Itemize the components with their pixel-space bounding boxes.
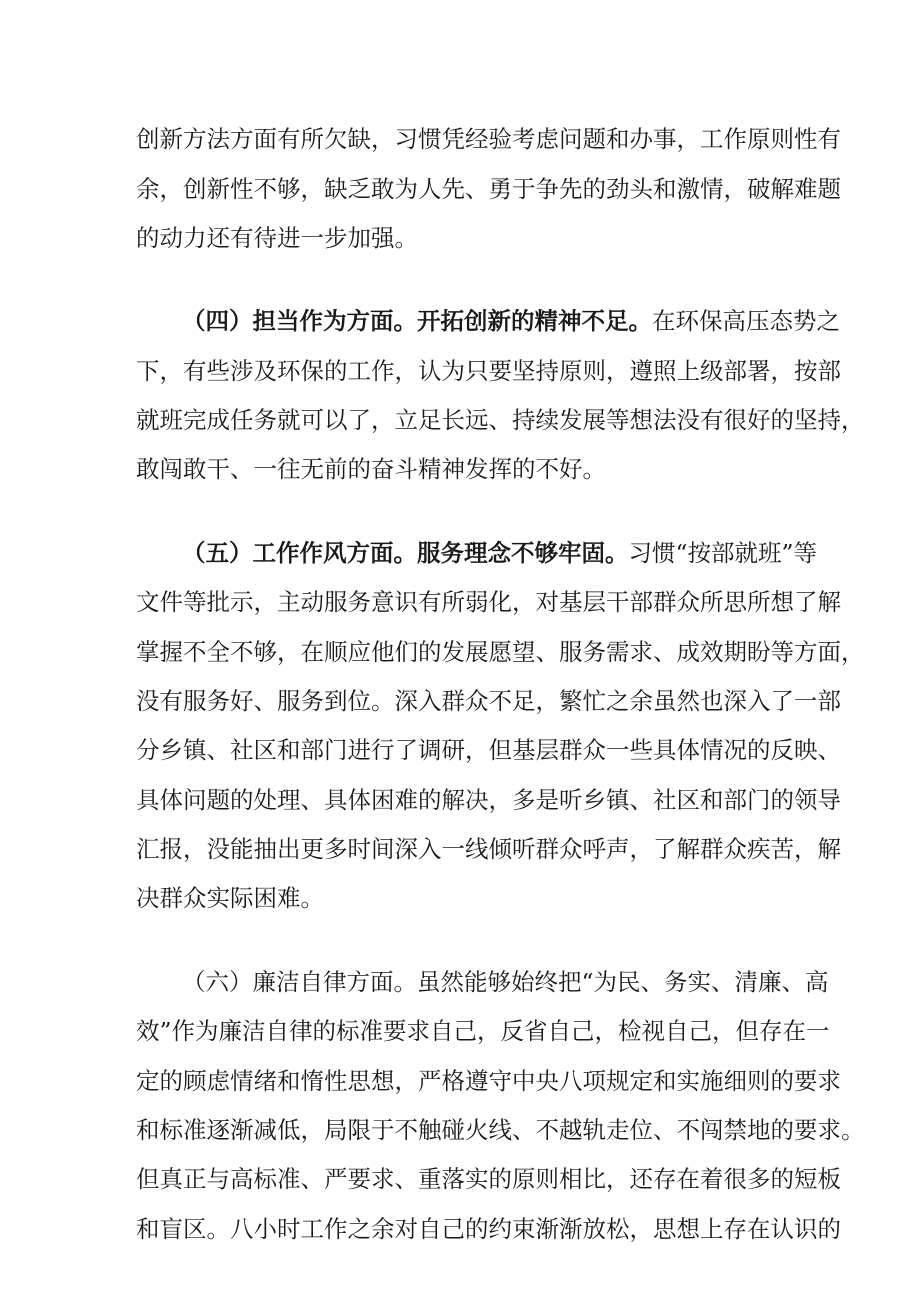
body-text-line: 效”作为廉洁自律的标准要求自己，反省自己，检视自己，但存在一	[136, 1017, 830, 1045]
section-4-heading: （四）担当作为方面。开拓创新的精神不足。	[182, 307, 652, 335]
section-4-first-line	[182, 307, 840, 335]
body-text-line: 余，创新性不够，缺乏敢为人先、勇于争先的劲头和激情，破解难题	[136, 175, 841, 203]
section-5-text: 习惯“按部就班”等	[628, 539, 818, 567]
body-text-line: 和标准逐渐减低，局限于不触碰火线、不越轨走位、不闯禁地的要求。	[136, 1116, 865, 1144]
section-5-first-line	[182, 539, 818, 567]
body-text-line: 下，有些涉及环保的工作，认为只要坚持原则，遵照上级部署，按部	[136, 357, 841, 385]
body-text-line: 文件等批示，主动服务意识有所弱化，对基层干部群众所思所想了解	[136, 588, 841, 616]
section-6-first-line: （六）廉洁自律方面。虽然能够始终把“为民、务实、清廉、高	[182, 968, 829, 996]
body-text-line: 定的顾虑情绪和惰性思想，严格遵守中央八项规定和实施细则的要求	[136, 1067, 841, 1095]
body-text-line: 具体问题的处理、具体困难的解决，多是听乡镇、社区和部门的领导	[136, 786, 841, 814]
body-text-line: 掌握不全不够，在顺应他们的发展愿望、服务需求、成效期盼等方面，	[136, 638, 865, 666]
body-text-line: 就班完成任务就可以了，立足长远、持续发展等想法没有很好的坚持，	[136, 406, 865, 434]
body-text-line: 分乡镇、社区和部门进行了调研，但基层群众一些具体情况的反映、	[136, 736, 841, 764]
section-5-heading: （五）工作作风方面。服务理念不够牢固。	[182, 539, 629, 567]
body-text-line: 创新方法方面有所欠缺，习惯凭经验考虑问题和办事，工作原则性有	[136, 125, 841, 153]
body-text-line: 汇报，没能抽出更多时间深入一线倾听群众呼声，了解群众疾苦，解	[136, 835, 841, 863]
body-text-line: 和盲区。八小时工作之余对自己的约束渐渐放松，思想上存在认识的	[136, 1215, 841, 1243]
body-text-line: 敢闯敢干、一往无前的奋斗精神发挥的不好。	[136, 455, 606, 483]
body-text-line: 没有服务好、服务到位。深入群众不足，繁忙之余虽然也深入了一部	[136, 687, 841, 715]
section-4-text: 在环保高压态势之	[652, 307, 840, 335]
body-text-line: 但真正与高标准、严要求、重落实的原则相比，还存在着很多的短板	[136, 1165, 841, 1193]
body-text-line: 的动力还有待进一步加强。	[136, 224, 418, 252]
body-text-line: 决群众实际困难。	[136, 884, 324, 912]
